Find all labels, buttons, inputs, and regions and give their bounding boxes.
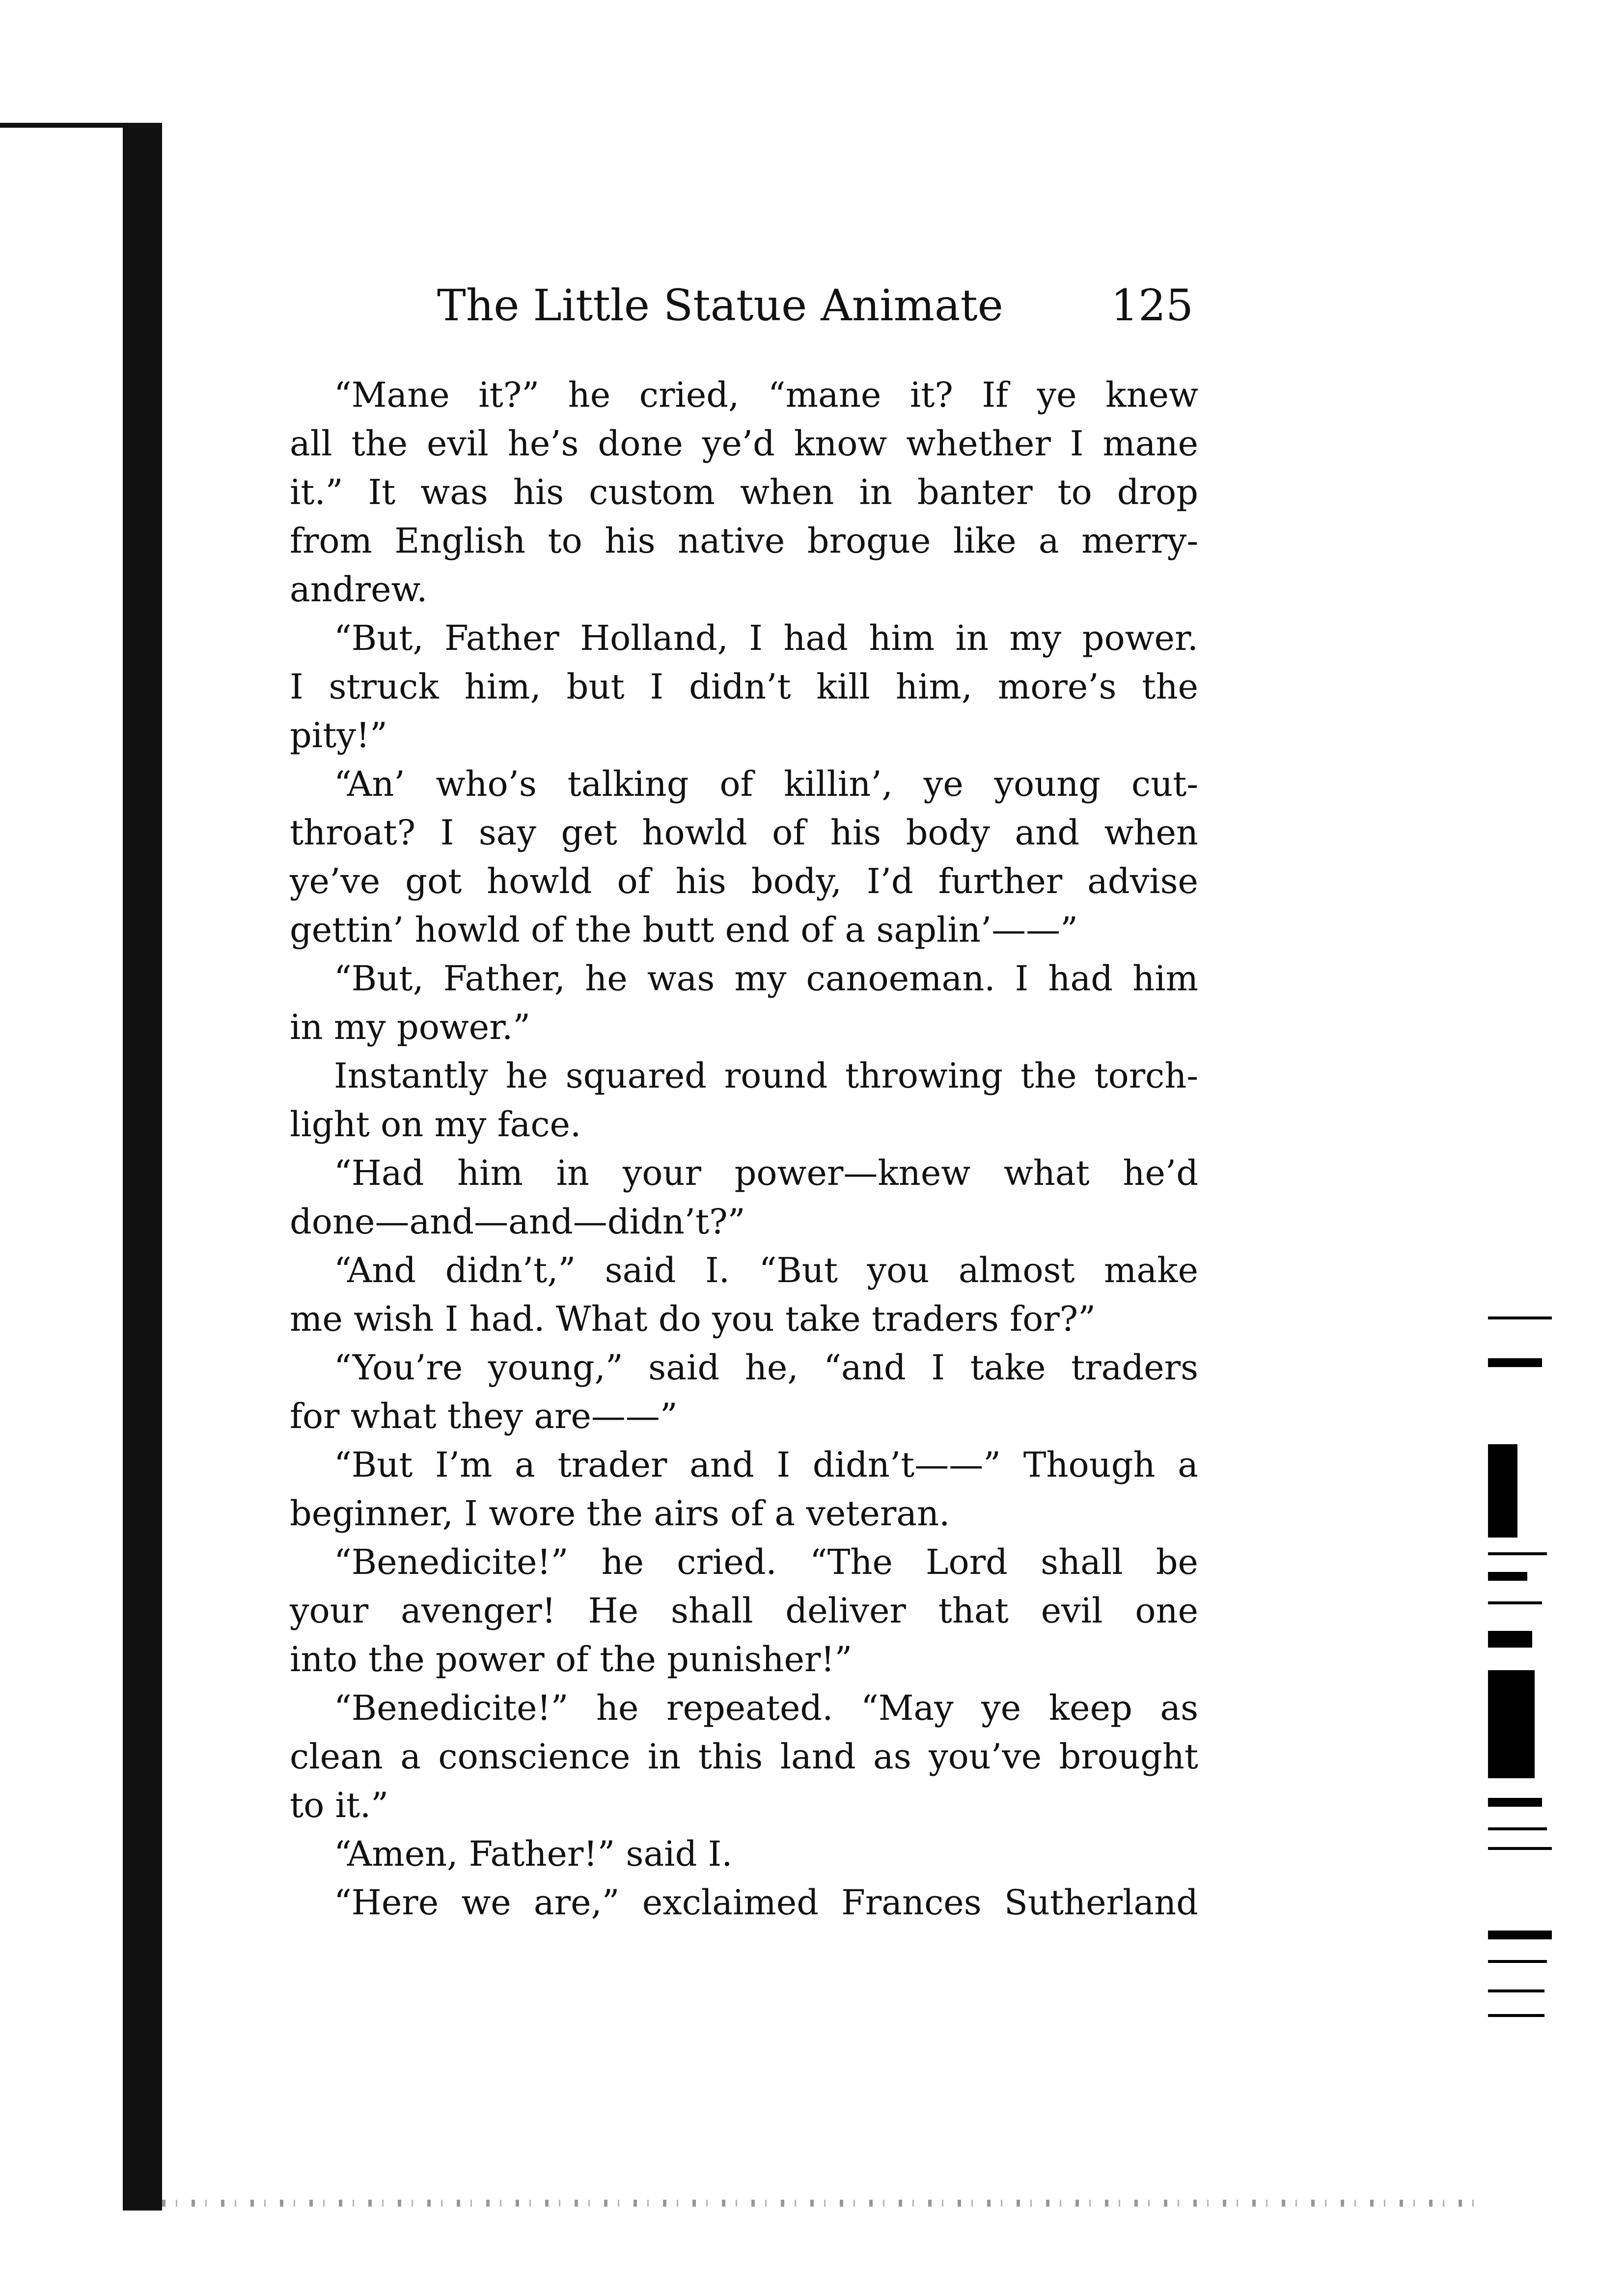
text-line: me wish I had. What do you take traders for?” [290,1299,1096,1339]
edge-mark [1488,1670,1535,1778]
text-line: I struck him, but I didn’t kill him, more’s the [290,667,1198,707]
text-line: beginner, I wore the airs of a veteran. [290,1493,950,1534]
text-line: your avenger! He shall deliver that evil one [290,1591,1198,1631]
text-line: “Had him in your power—knew what he’d [334,1153,1198,1193]
edge-mark [1488,2014,1544,2017]
edge-mark [1488,1358,1542,1367]
text-line: Instantly he squared round throwing the torch- [334,1056,1198,1096]
edge-mark [1488,1444,1517,1538]
text-line: into the power of the punisher!” [290,1639,853,1680]
text-line: from English to his native brogue like a merry- [290,521,1198,561]
text-line: “Benedicite!” he cried. “The Lord shall be [334,1542,1198,1582]
text-line: clean a conscience in this land as you’ve brought [290,1736,1198,1777]
edge-mark [1488,1827,1547,1830]
text-line: “You’re young,” said he, “and I take traders [334,1347,1198,1388]
text-line: gettin’ howld of the butt end of a saplin’——” [290,910,1078,950]
text-line: andrew. [290,569,428,610]
page-header [437,280,1193,344]
text-line: “And didn’t,” said I. “But you almost make [334,1250,1198,1290]
page-number: 125 [1111,280,1193,331]
text-line: “Amen, Father!” said I. [334,1834,733,1874]
running-title: The Little Statue Animate [437,280,1003,331]
edge-mark [1488,1552,1547,1555]
text-line: done—and—and—didn’t?” [290,1202,745,1242]
text-line: to it.” [290,1785,389,1825]
text-line: “Benedicite!” he repeated. “May ye keep as [334,1688,1198,1728]
edge-marks [1488,1316,1552,2053]
edge-mark [1488,1960,1547,1963]
text-line: for what they are——” [290,1396,678,1436]
edge-mark [1488,1572,1527,1581]
text-line: it.” It was his custom when in banter to drop [290,472,1198,512]
text-line: “Mane it?” he cried, “mane it? If ye knew [334,375,1198,415]
body-text [290,371,1198,1927]
text-line: “But, Father, he was my canoeman. I had him [334,958,1198,999]
text-line: “But I’m a trader and I didn’t——” Though a [334,1445,1198,1485]
text-line: “But, Father Holland, I had him in my power. [334,618,1198,658]
binding-edge [123,123,162,2211]
text-line: “Here we are,” exclaimed Frances Sutherland [334,1882,1198,1923]
text-line: in my power.” [290,1007,530,1047]
edge-mark [1488,1798,1542,1807]
text-line: all the evil he’s done ye’d know whether I mane [290,423,1198,464]
text-line: throat? I say get howld of his body and when [290,812,1198,853]
text-line: “An’ who’s talking of killin’, ye young cut- [334,764,1198,804]
edge-mark [1488,1316,1552,1319]
text-line: light on my face. [290,1104,581,1145]
edge-mark [1488,1601,1542,1604]
text-line: pity!” [290,715,387,756]
edge-mark [1488,1847,1552,1850]
edge-mark [1488,1931,1552,1939]
edge-mark [1488,1989,1544,1992]
scan-noise [162,2200,1488,2207]
edge-mark [1488,1631,1532,1648]
text-line: ye’ve got howld of his body, I’d further advise [290,861,1198,901]
